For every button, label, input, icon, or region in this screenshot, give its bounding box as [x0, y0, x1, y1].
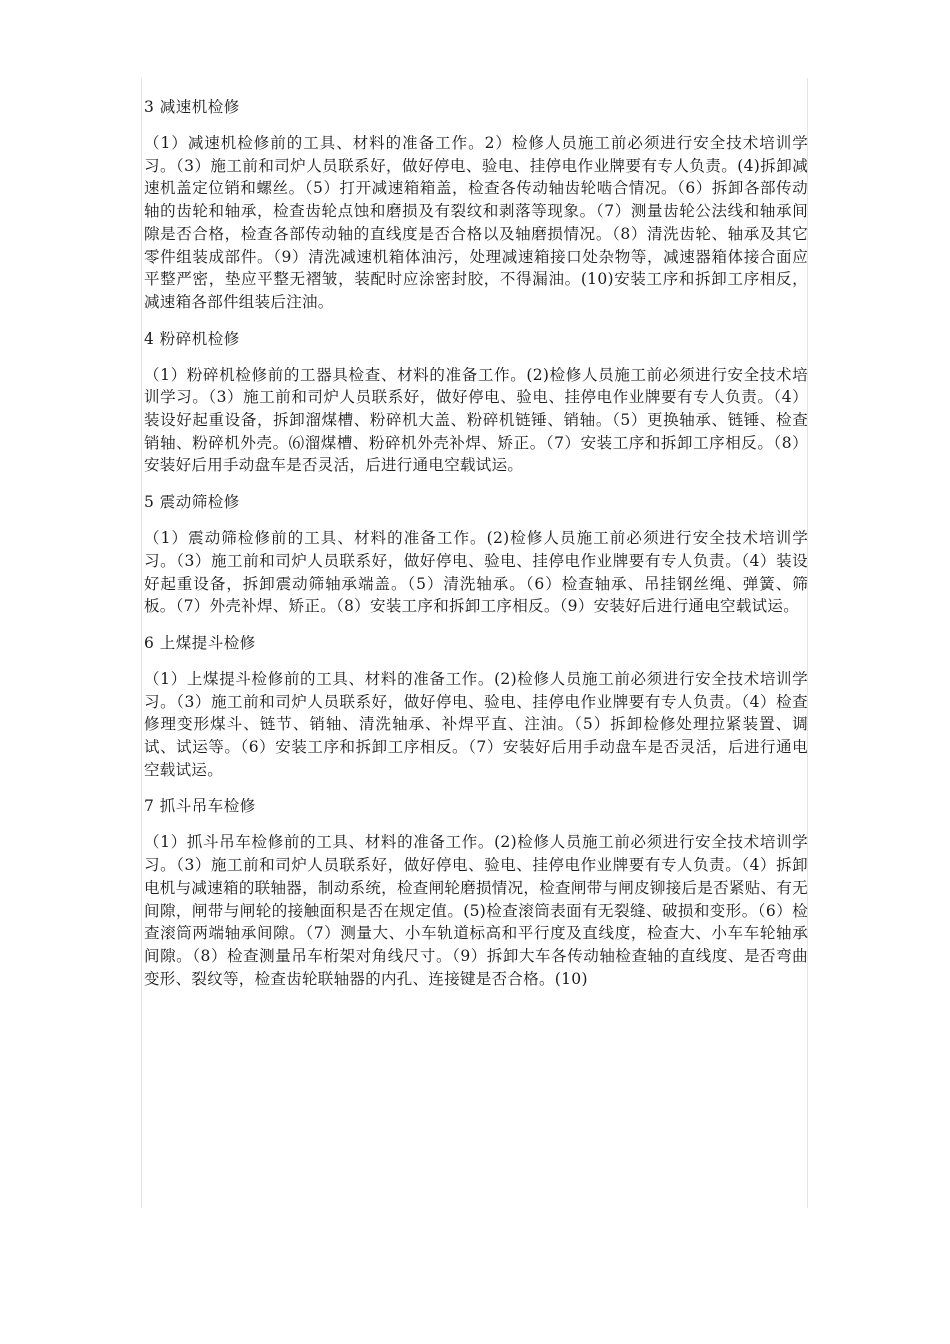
section-heading: 6 上煤提斗检修 [144, 633, 256, 652]
section-heading: 3 减速机检修 [144, 98, 240, 116]
section-heading: 4 粉碎机检修 [144, 329, 240, 348]
document-content [144, 96, 808, 1004]
section-3-reducer-maintenance [144, 96, 808, 314]
section-heading: 7 抓斗吊车检修 [144, 797, 256, 816]
section-body: （1）震动筛检修前的工具、材料的准备工作。(2)检修人员施工前必须进行安全技术培训学习。（3）施工前和司炉人员联系好，做好停电、验电、挂停电作业牌要有专人负责。（4）装设好起重设备，拆卸震动筛轴承端盖。（5）清洗轴承。（6）检查轴承、吊挂钢丝绳、弹簧、筛板。（7）外壳补焊、矫正。（8）安装工序和拆卸工序相反。（9）安装好后进行通电空载试运。 [144, 529, 808, 616]
section-7-grab-crane-maintenance [144, 795, 808, 990]
section-body: （1）抓斗吊车检修前的工具、材料的准备工作。(2)检修人员施工前必须进行安全技术培训学习。（3）施工前和司炉人员联系好，做好停电、验电、挂停电作业牌要有专人负责。（4）拆卸电机与减速箱的联轴器，制动系统，检查闸轮磨损情况，检查闸带与闸皮铆接后是否紧贴、有无间隙，闸带与闸轮的接触面积是否在规定值。(5)检查滚筒表面有无裂缝、破损和变形。（6）检查滚筒两端轴承间隙。（7）测量大、小车轨道标高和平行度及直线度，检查大、小车车轮轴承间隙。（8）检查测量吊车桁架对角线尺寸。（9）拆卸大车各传动轴检查轴的直线度、是否弯曲变形、裂纹等，检查齿轮联轴器的内孔、连接键是否合格。(10) [144, 833, 808, 988]
section-body: （1）减速机检修前的工具、材料的准备工作。2）检修人员施工前必须进行安全技术培训学习。（3）施工前和司炉人员联系好，做好停电、验电、挂停电作业牌要有专人负责。(4)拆卸减速机盖定位销和螺丝。（5）打开减速箱箱盖，检查各传动轴齿轮啮合情况。（6）拆卸各部传动轴的齿轮和轴承，检查齿轮点蚀和磨损及有裂纹和剥落等现象。（7）测量齿轮公法线和轴承间隙是否合格，检查各部传动轴的直线度是否合格以及轴磨损情况。（8）清洗齿轮、轴承及其它零件组装成部件。（9）清洗减速机箱体油污，处理减速箱接口处杂物等，减速器箱体接合面应平整严密，垫应平整无褶皱，装配时应涂密封胶，不得漏油。(10)安装工序和拆卸工序相反，减速箱各部件组装后注油。 [144, 134, 808, 311]
section-6-coal-elevator-maintenance [144, 632, 808, 782]
section-body: （1）粉碎机检修前的工器具检查、材料的准备工作。(2)检修人员施工前必须进行安全技术培训学习。（3）施工前和司炉人员联系好，做好停电、验电、挂停电作业牌要有专人负责。（4）装设好起重设备，拆卸溜煤槽、粉碎机大盖、粉碎机链锤、销轴。（5）更换轴承、链锤、检查销轴、粉碎机外壳。⑹溜煤槽、粉碎机外壳补焊、矫正。（7）安装工序和拆卸工序相反。（8）安装好后用手动盘车是否灵活，后进行通电空载试运。 [144, 365, 808, 475]
section-heading: 5 震动筛检修 [144, 493, 240, 512]
section-4-crusher-maintenance [144, 328, 808, 478]
section-body: （1）上煤提斗检修前的工具、材料的准备工作。(2)检修人员施工前必须进行安全技术培训学习。（3）施工前和司炉人员联系好，做好停电、验电、挂停电作业牌要有专人负责。（4）检查修理变形煤斗、链节、销轴、清洗轴承、补焊平直、注油。（5）拆卸检修处理拉紧装置、调试、试运等。（6）安装工序和拆卸工序相反。（7）安装好后用手动盘车是否灵活，后进行通电空载试运。 [144, 669, 808, 779]
section-5-vibrating-screen-maintenance [144, 491, 808, 618]
